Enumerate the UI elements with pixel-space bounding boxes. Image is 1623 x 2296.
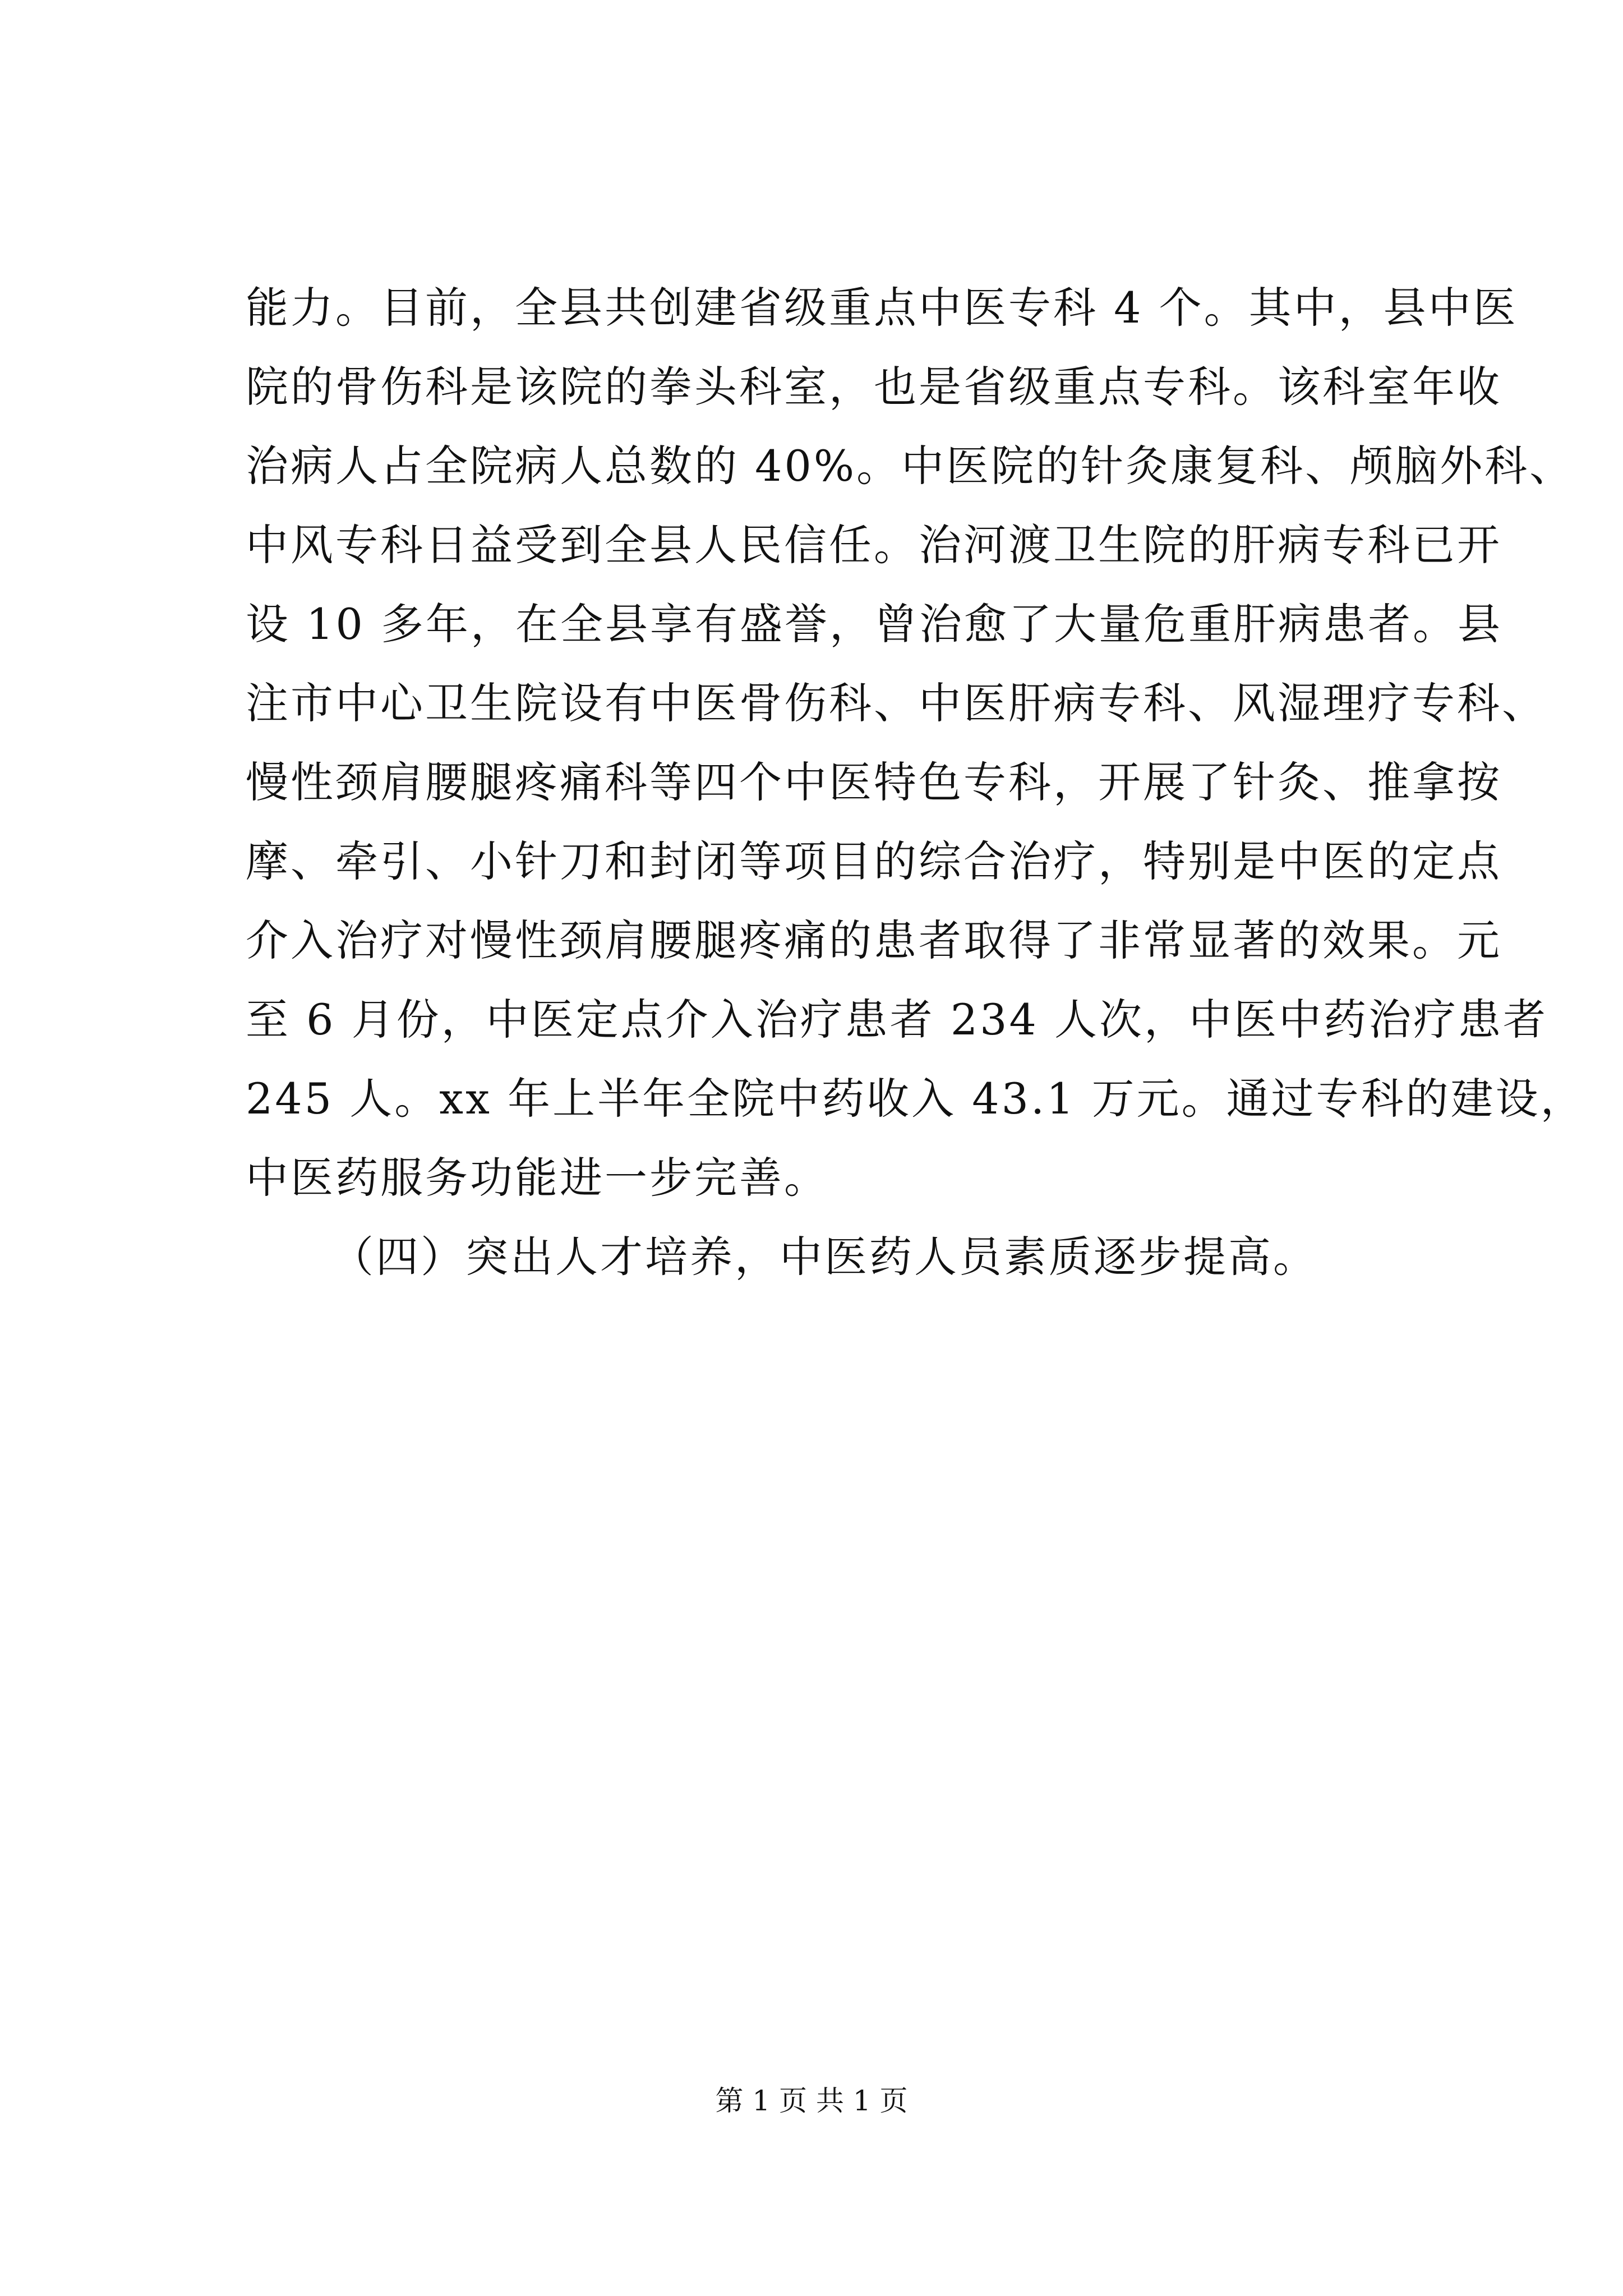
paragraph-line: 设 10 多年，在全县享有盛誉，曾治愈了大量危重肝病患者。县 bbox=[246, 599, 1503, 649]
page-footer bbox=[0, 2081, 1623, 2120]
paragraph-line: 中风专科日益受到全县人民信任。治河渡卫生院的肝病专科已开 bbox=[246, 520, 1502, 570]
paragraph-line: 注市中心卫生院设有中医骨伤科、中医肝病专科、风湿理疗专科、 bbox=[246, 678, 1547, 728]
section-heading: （四）突出人才培养，中医药人员素质逐步提高。 bbox=[331, 1232, 1318, 1282]
paragraph-line: 中医药服务功能进一步完善。 bbox=[246, 1153, 829, 1203]
paragraph-line: 摩、牵引、小针刀和封闭等项目的综合治疗，特别是中医的定点 bbox=[246, 836, 1502, 886]
paragraph-line: 治病人占全院病人总数的 40%。中医院的针灸康复科、颅脑外科、 bbox=[246, 441, 1575, 491]
document-body bbox=[246, 268, 1585, 1296]
paragraph-line: 介入治疗对慢性颈肩腰腿疼痛的患者取得了非常显著的效果。元 bbox=[246, 915, 1502, 965]
paragraph-line: 至 6 月份，中医定点介入治疗患者 234 人次，中医中药治疗患者 bbox=[246, 995, 1548, 1045]
paragraph-line: 能力。目前，全县共创建省级重点中医专科 4 个。其中，县中医 bbox=[246, 283, 1518, 333]
paragraph-line: 院的骨伤科是该院的拳头科室，也是省级重点专科。该科室年收 bbox=[246, 362, 1502, 412]
paragraph-line: 慢性颈肩腰腿疼痛科等四个中医特色专科，开展了针灸、推拿按 bbox=[246, 757, 1502, 807]
page-number: 第 1 页 共 1 页 bbox=[715, 2085, 908, 2117]
paragraph-line: 245 人。xx 年上半年全院中药收入 43.1 万元。通过专科的建设， bbox=[246, 1074, 1585, 1124]
